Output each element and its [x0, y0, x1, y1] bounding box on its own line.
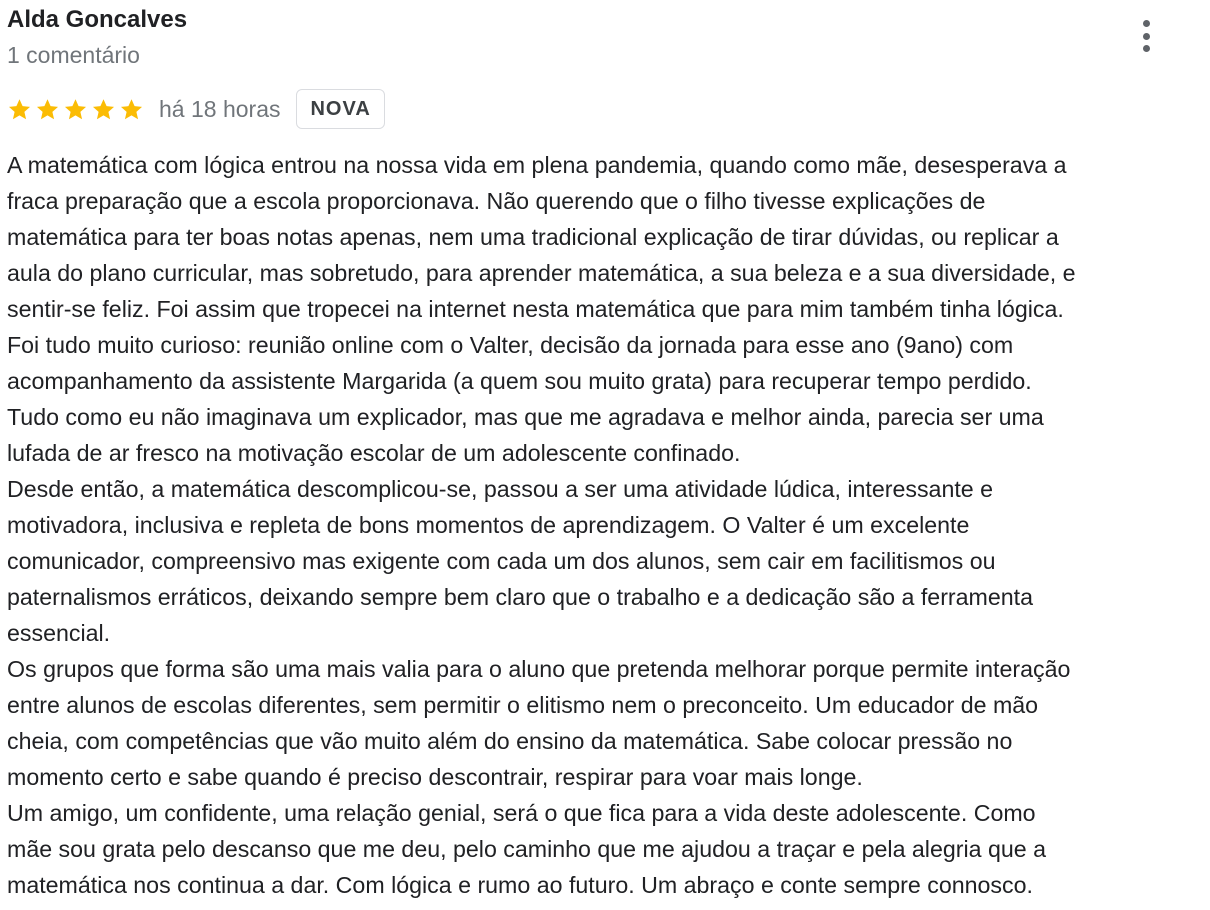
review-text-line: motivadora, inclusiva e repleta de bons momentos de aprendizagem. O Valter é um excelente	[7, 512, 970, 538]
new-badge: NOVA	[296, 89, 384, 129]
star-rating	[7, 97, 147, 122]
menu-dot	[1143, 45, 1150, 52]
review-text-line: lufada de ar fresco na motivação escolar de um adolescente confinado.	[7, 440, 741, 466]
review-text-line: fraca preparação que a escola proporcionava. Não querendo que o filho tivesse explicações de	[7, 188, 986, 214]
review-text-line: matemática para ter boas notas apenas, nem uma tradicional explicação de tirar dúvidas, ou replicar a	[7, 224, 1059, 250]
review-text-line: momento certo e sabe quando é preciso descontrair, respirar para voar mais longe.	[7, 764, 863, 790]
review-text	[7, 147, 1207, 903]
review-text-line: Tudo como eu não imaginava um explicador, mas que me agradava e melhor ainda, parecia ser uma	[7, 404, 1044, 430]
review-meta-row	[7, 88, 385, 130]
review-text-line: Um amigo, um confidente, uma relação genial, será o que fica para a vida deste adolescente. Como	[7, 800, 1036, 826]
review-text-line: sentir-se feliz. Foi assim que tropecei na internet nesta matemática que para mim também tinha lógica.	[7, 296, 1064, 322]
review-text-line: essencial.	[7, 620, 111, 646]
menu-dot	[1143, 33, 1150, 40]
reviewer-name[interactable]: Alda Goncalves	[7, 6, 188, 33]
review-text-line: acompanhamento da assistente Margarida (a quem sou muito grata) para recuperar tempo perdido.	[7, 368, 1032, 394]
review-text-line: Desde então, a matemática descomplicou-se, passou a ser uma atividade lúdica, interessante e	[7, 476, 994, 502]
star-icon	[91, 97, 116, 122]
review-text-line: A matemática com lógica entrou na nossa vida em plena pandemia, quando como mãe, desesperava a	[7, 152, 1067, 178]
review-text-line: mãe sou grata pelo descanso que me deu, pelo caminho que me ajudou a traçar e pela alegria que a	[7, 836, 1046, 862]
review-text-line: Os grupos que forma são uma mais valia para o aluno que pretenda melhorar porque permite interação	[7, 656, 1071, 682]
review-text-line: paternalismos erráticos, deixando sempre bem claro que o trabalho e a dedicação são a ferramenta	[7, 584, 1033, 610]
star-icon	[119, 97, 144, 122]
more-vert-icon[interactable]	[1131, 16, 1161, 56]
review-text-line: Foi tudo muito curioso: reunião online com o Valter, decisão da jornada para esse ano (9ano) com	[7, 332, 1014, 358]
star-icon	[63, 97, 88, 122]
menu-dot	[1143, 20, 1150, 27]
star-icon	[35, 97, 60, 122]
star-icon	[7, 97, 32, 122]
reviewer-review-count[interactable]: 1 comentário	[7, 42, 140, 68]
review-text-line: entre alunos de escolas diferentes, sem permitir o elitismo nem o preconceito. Um educador de mão	[7, 692, 1039, 718]
review-text-line: matemática nos continua a dar. Com lógica e rumo ao futuro. Um abraço e conte sempre connosco.	[7, 872, 1033, 898]
review-time: há 18 horas	[159, 95, 281, 122]
review-text-line: aula do plano curricular, mas sobretudo, para aprender matemática, a sua beleza e a sua diversidade, e	[7, 260, 1076, 286]
review-text-line: cheia, com competências que vão muito além do ensino da matemática. Sabe colocar pressão no	[7, 728, 1013, 754]
review-text-line: comunicador, compreensivo mas exigente com cada um dos alunos, sem cair em facilitismos ou	[7, 548, 996, 574]
